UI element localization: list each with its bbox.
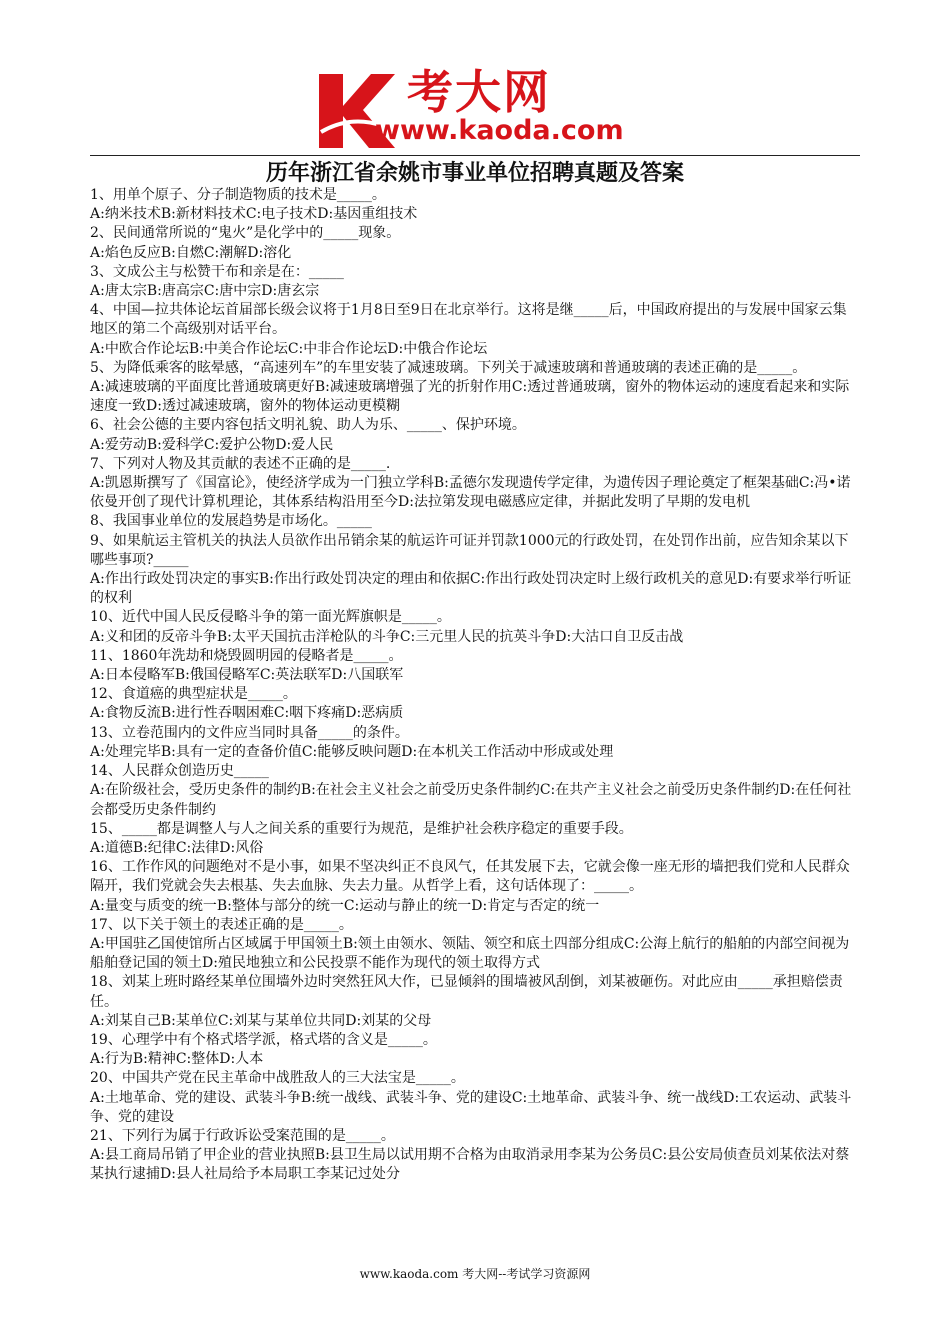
answer-options: A:食物反流B:进行性吞咽困难C:咽下疼痛D:恶病质	[90, 705, 404, 722]
question-text: 11、1860年洗劫和烧毁圆明园的侵略者是_____。	[90, 647, 403, 664]
header-divider	[90, 155, 860, 156]
question-text: 12、食道癌的典型症状是_____。	[90, 686, 297, 703]
question-text: 6、社会公德的主要内容包括文明礼貌、助人为乐、_____、保护环境。	[90, 417, 526, 434]
answer-options: A:焰色反应B:自燃C:潮解D:溶化	[90, 244, 292, 261]
question-text: 3、文成公主与松赞干布和亲是在：_____	[90, 263, 344, 280]
answer-options: A:土地革命、党的建设、武装斗争B:统一战线、武装斗争、党的建设C:土地革命、武装斗争、统一战线D:工农运动、武装斗争、党的建设	[90, 1089, 852, 1125]
question-text: 9、如果航运主管机关的执法人员欲作出吊销余某的航运许可证并罚款1000元的行政处罚，在处罚作出前，应告知余某以下哪些事项?_____	[90, 532, 849, 568]
page-title: 历年浙江省余姚市事业单位招聘真题及答案	[265, 160, 684, 186]
answer-options: A:中欧合作论坛B:中美合作论坛C:中非合作论坛D:中俄合作论坛	[90, 340, 488, 357]
question-text: 10、近代中国人民反侵略斗争的第一面光辉旗帜是_____。	[90, 609, 451, 626]
answer-options: A:义和团的反帝斗争B:太平天国抗击洋枪队的斗争C:三元里人民的抗英斗争D:大沽口自卫反击战	[90, 628, 684, 645]
answer-options: A:唐太宗B:唐高宗C:唐中宗D:唐玄宗	[90, 283, 320, 300]
question-text: 14、人民群众创造历史_____	[90, 763, 269, 780]
answer-options: A:处理完毕B:具有一定的查备价值C:能够反映问题D:在本机关工作活动中形成或处理	[90, 743, 614, 760]
question-list	[90, 186, 860, 1185]
answer-options: A:爱劳动B:爱科学C:爱护公物D:爱人民	[90, 436, 334, 453]
question-text: 20、中国共产党在民主革命中战胜敌人的三大法宝是_____。	[90, 1070, 465, 1087]
kaoda-logo	[315, 65, 645, 150]
answer-options: A:刘某自己B:某单位C:刘某与某单位共同D:刘某的父母	[90, 1012, 432, 1029]
question-text: 8、我国事业单位的发展趋势是市场化。_____	[90, 513, 372, 530]
question-text: 5、为降低乘客的眩晕感，“高速列车”的车里安装了减速玻璃。下列关于减速玻璃和普通玻璃的表述正确的是_____。	[90, 359, 807, 376]
answer-options: A:日本侵略军B:俄国侵略军C:英法联军D:八国联军	[90, 667, 404, 684]
answer-options: A:道德B:纪律C:法律D:风俗	[90, 839, 264, 856]
answer-options: A:凯恩斯撰写了《国富论》，使经济学成为一门独立学科B:孟德尔发现遗传学定律，为遗传因子理论奠定了框架基础C:冯•诺依曼开创了现代计算机理论，其体系结构沿用至今D:法拉第发现电磁感应定律，并据此发明了早期的发电机	[90, 475, 851, 511]
answer-options: A:量变与质变的统一B:整体与部分的统一C:运动与静止的统一D:肯定与否定的统一	[90, 897, 600, 914]
question-text: 4、中国—拉共体论坛首届部长级会议将于1月8日至9日在北京举行。这将是继_____后，中国政府提出的与发展中国家云集地区的第二个高级别对话平台。	[90, 302, 847, 338]
answer-options: A:在阶级社会，受历史条件的制约B:在社会主义社会之前受历史条件制约C:在共产主义社会之前受历史条件制约D:在任何社会都受历史条件制约	[90, 782, 852, 818]
answer-options: A:作出行政处罚决定的事实B:作出行政处罚决定的理由和依据C:作出行政处罚决定时上级行政机关的意见D:有要求举行听证的权利	[90, 571, 852, 607]
question-text: 18、刘某上班时路经某单位围墙外边时突然狂风大作，已显倾斜的围墙被风刮倒，刘某被砸伤。对此应由_____承担赔偿责任。	[90, 974, 843, 1010]
answer-options: A:减速玻璃的平面度比普通玻璃更好B:减速玻璃增强了光的折射作用C:透过普通玻璃，窗外的物体运动的速度看起来和实际速度一致D:透过减速玻璃，窗外的物体运动更模糊	[90, 379, 850, 415]
question-text: 19、心理学中有个格式塔学派，格式塔的含义是_____。	[90, 1031, 437, 1048]
logo-brand-text: 考大网	[407, 65, 551, 119]
question-text: 2、民间通常所说的“鬼火”是化学中的_____现象。	[90, 225, 401, 242]
page-footer: www.kaoda.com 考大网--考试学习资源网	[359, 1267, 591, 1281]
question-text: 16、工作作风的问题绝对不是小事，如果不坚决纠正不良风气，任其发展下去，它就会像一座无形的墙把我们党和人民群众隔开，我们党就会失去根基、失去血脉、失去力量。从哲学上看，这句话体现了：_____。	[90, 859, 850, 895]
answer-options: A:纳米技术B:新材料技术C:电子技术D:基因重组技术	[90, 206, 418, 223]
logo-url-text: www.kaoda.com	[375, 115, 624, 146]
question-text: 15、_____都是调整人与人之间关系的重要行为规范，是维护社会秩序稳定的重要手段。	[90, 820, 633, 837]
answer-options: A:县工商局吊销了甲企业的营业执照B:县卫生局以试用期不合格为由取消录用李某为公务员C:县公安局侦查员刘某依法对蔡某执行逮捕D:县人社局给予本局职工李某记过处分	[90, 1147, 850, 1183]
question-text: 21、下列行为属于行政诉讼受案范围的是_____。	[90, 1127, 395, 1144]
answer-options: A:行为B:精神C:整体D:人本	[90, 1051, 264, 1068]
answer-options: A:甲国驻乙国使馆所占区域属于甲国领土B:领土由领水、领陆、领空和底土四部分组成C:公海上航行的船舶的内部空间视为船舶登记国的领土D:殖民地独立和公民投票不能作为现代的领土取得方式	[90, 935, 850, 972]
question-text: 17、以下关于领土的表述正确的是_____。	[90, 916, 353, 933]
question-text: 1、用单个原子、分子制造物质的技术是_____。	[90, 187, 386, 203]
question-text: 7、下列对人物及其贡献的表述不正确的是_____.	[90, 455, 391, 472]
question-text: 13、立卷范围内的文件应当同时具备_____的条件。	[90, 724, 409, 741]
